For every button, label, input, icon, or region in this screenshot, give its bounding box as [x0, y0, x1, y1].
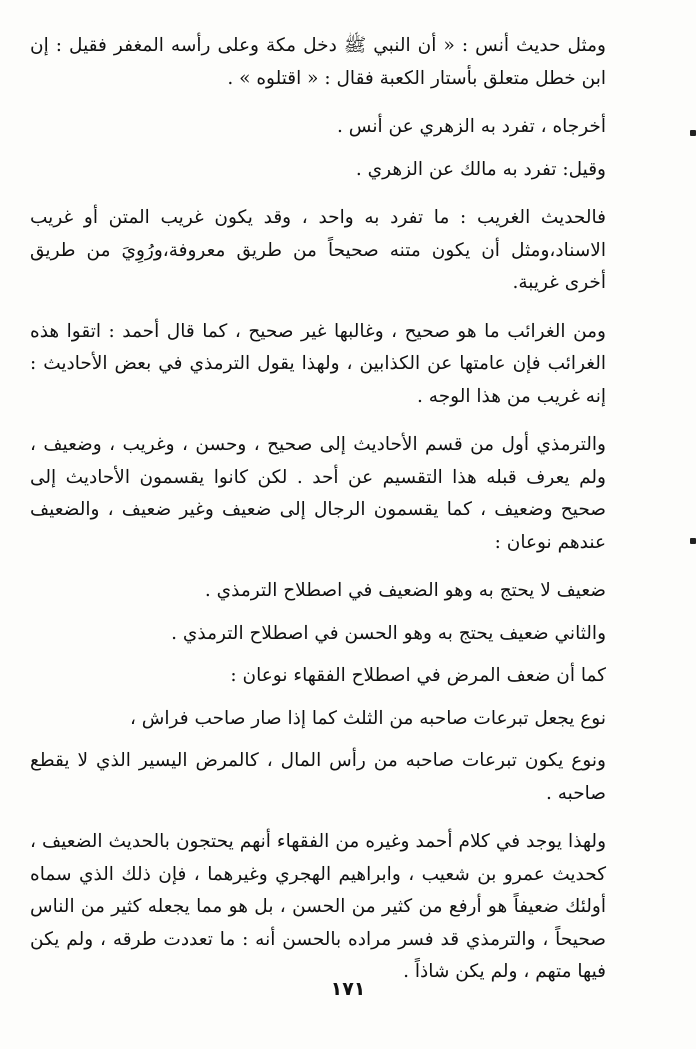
margin-mark: [690, 538, 696, 544]
paragraph-tirmidhi-division: والترمذي أول من قسم الأحاديث إلى صحيح ، وحسن ، وغريب ، وضعيف ، ولم يعرف قبله هذا التقسيم عن أحد . لكن كانوا يقسمون الأحاديث إلى صحيح وضعيف ، كما يقسمون الرجال إلى ضعيف وغير ضعيف ، والضعيف عندهم نوعان :: [30, 434, 606, 553]
page-number: ١٧١: [330, 978, 366, 1000]
paragraph-gharib-definition: فالحديث الغريب : ما تفرد به واحد ، وقد يكون غريب المتن أو غريب الاسناد،ومثل أن يكون متنه صحيحاً من طريق معروفة،ورُوِيَ من طريق أخرى غريبة.: [30, 207, 606, 293]
paragraph-akhrajahu: أخرجاه ، تفرد به الزهري عن أنس .: [336, 116, 606, 137]
paragraph-illness-types: كما أن ضعف المرض في اصطلاح الفقهاء نوعان :: [230, 665, 606, 686]
margin-mark: [690, 130, 696, 136]
paragraph-weak-type-one: ضعيف لا يحتج به وهو الضعيف في اصطلاح الترمذي .: [204, 580, 606, 601]
paragraph-gharaib: ومن الغرائب ما هو صحيح ، وغالبها غير صحيح ، كما قال أحمد : اتقوا هذه الغرائب فإن عامتها عن الكذابين ، ولهذا يقول الترمذي في بعض الأحاديث : إنه غريب من هذا الوجه .: [30, 320, 606, 407]
page-body: [30, 30, 628, 1005]
paragraph-qila: وقيل: تفرد به مالك عن الزهري .: [355, 158, 606, 180]
paragraph-illness-type-one: نوع يجعل تبرعات صاحبه من الثلث كما إذا صار صاحب فراش ،: [129, 707, 606, 729]
paragraph-weak-type-two: والثاني ضعيف يحتج به وهو الحسن في اصطلاح الترمذي .: [171, 622, 606, 644]
paragraph-illness-type-two: ونوع يكون تبرعات صاحبه من رأس المال ، كالمرض اليسير الذي لا يقطع صاحبه .: [30, 750, 606, 804]
paragraph-anas-hadith: ومثل حديث أنس : « أن النبي ﷺ دخل مكة وعلى رأسه المغفر فقيل : إن ابن خطل متعلق بأستار الكعبة فقال : « اقتلوه » .: [30, 35, 606, 89]
paragraph-ahmad-weak-hadith: ولهذا يوجد في كلام أحمد وغيره من الفقهاء أنهم يحتجون بالحديث الضعيف ، كحديث عمرو بن شعيب ، وابراهيم الهجري وغيرهما ، فإن ذلك الذي سماه أولئك ضعيفاً هو أرفع من كثير من الحسن ، بل هو مما يجعله كثير من الناس صحيحاً ، والترمذي قد فسر مراده بالحسن أنه : ما تعددت طرقه ، ولم يكن فيها متهم ، ولم يكن شاذاً .: [30, 831, 606, 982]
